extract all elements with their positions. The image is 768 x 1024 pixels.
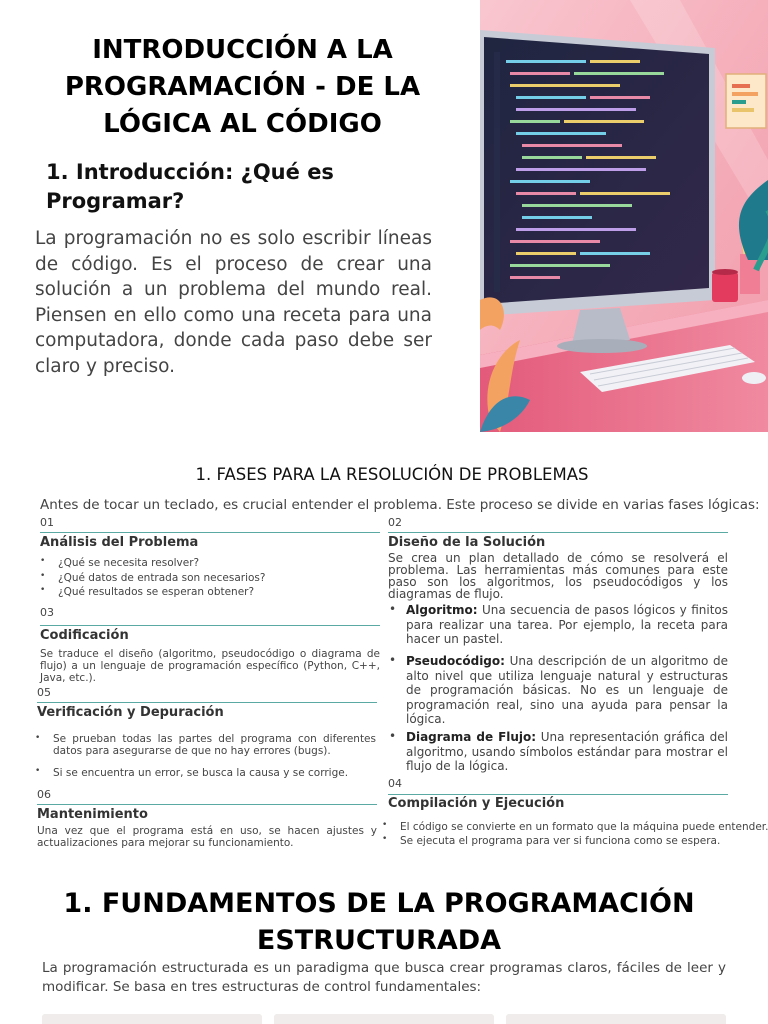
term-description: Una secuencia de pasos lógicos y finitos para realizar una tarea. Por ejemplo, la receta para hacer un pastel.: [406, 603, 728, 646]
computer-workspace-illustration: [480, 0, 768, 432]
phase-title-compilacion: Compilación y Ejecución: [388, 796, 565, 811]
phase-verificacion-list: [35, 733, 376, 779]
structure-card: [506, 1014, 726, 1024]
bullet-icon: •: [389, 653, 397, 667]
definition-pseudocodigo: [388, 654, 728, 727]
term: Pseudocódigo:: [406, 654, 505, 668]
list-item: • Se prueban todas las partes del programa con diferentes datos para asegurarse de que no hay errores (bugs).: [35, 733, 376, 757]
phase-divider: [388, 794, 728, 795]
phase-divider: [37, 702, 377, 703]
phase-compilacion-list: [382, 821, 768, 847]
document-title: INTRODUCCIÓN A LA PROGRAMACIÓN - DE LA LÓGICA AL CÓDIGO: [64, 35, 421, 139]
list-item: • ¿Qué datos de entrada son necesarios?: [40, 572, 370, 584]
phase-number: 04: [388, 777, 402, 790]
fases-section-title: 1. FASES PARA LA RESOLUCIÓN DE PROBLEMAS: [195, 465, 589, 484]
phase-divider: [40, 625, 380, 626]
list-item: • ¿Qué resultados se esperan obtener?: [40, 586, 370, 598]
bullet-icon: •: [389, 729, 397, 743]
structure-card: [274, 1014, 494, 1024]
phase-mantenimiento-text: Una vez que el programa está en uso, se hacen ajustes y actualizaciones para mejorar su funcionamiento.: [37, 825, 377, 849]
phase-title-diseno: Diseño de la Solución: [388, 535, 546, 550]
fundamentos-paragraph: La programación estructurada es un paradigma que busca crear programas claros, fáciles de leer y modificar. Se basa en tres estructuras de control fundamentales:: [42, 960, 726, 995]
definition-diagrama-de-flujo: [388, 730, 728, 774]
phase-title-codificacion: Codificación: [40, 628, 129, 643]
fundamentos-section-title: 1. FUNDAMENTOS DE LA PROGRAMACIÓN ESTRUCTURADA: [63, 888, 695, 956]
intro-paragraph: La programación no es solo escribir líneas de código. Es el proceso de crear una solución a un problema del mundo real. Piensen en ello como una receta para una computadora, donde cada paso debe ser claro y preciso.: [35, 228, 432, 377]
phase-diseno-text: Se crea un plan detallado de cómo se resolverá el problema. Las herramientas más comunes para este paso son los algoritmos, los pseudocódigos y los diagramas de flujo.: [388, 551, 728, 601]
term: Algoritmo:: [406, 603, 478, 617]
phase-number: 05: [37, 686, 51, 699]
definition-algoritmo: [388, 603, 728, 647]
term-description: Una descripción de un algoritmo de alto nivel que utiliza lenguaje natural y estructuras de programación básicas. No es un lenguaje de programación real, sino una ayuda para pensar la lógica.: [406, 654, 728, 726]
term: Diagrama de Flujo:: [406, 730, 537, 744]
structure-card: [42, 1014, 262, 1024]
phase-title-mantenimiento: Mantenimiento: [37, 807, 148, 822]
phase-title-verificacion: Verificación y Depuración: [37, 705, 224, 720]
phase-divider: [40, 532, 380, 533]
section-title-introduccion: 1. Introducción: ¿Qué es Programar?: [46, 160, 334, 213]
phase-codificacion-text: Se traduce el diseño (algoritmo, pseudocódigo o diagrama de flujo) a un lenguaje de programación específico (Python, C++, Java, etc.).: [40, 648, 380, 684]
phase-analisis-list: [40, 557, 370, 598]
list-item: • El código se convierte en un formato que la máquina puede entender.: [382, 821, 768, 833]
phase-number: 02: [388, 516, 402, 529]
list-item: • Se ejecuta el programa para ver si funciona como se espera.: [382, 835, 768, 847]
phase-divider: [388, 532, 728, 533]
phase-title-analisis: Análisis del Problema: [40, 535, 199, 550]
fases-intro: Antes de tocar un teclado, es crucial entender el problema. Este proceso se divide en varias fases lógicas:: [40, 497, 760, 513]
list-item: • ¿Qué se necesita resolver?: [40, 557, 370, 569]
bullet-icon: •: [389, 602, 397, 616]
list-item: • Si se encuentra un error, se busca la causa y se corrige.: [35, 767, 376, 779]
phase-number: 03: [40, 606, 54, 619]
term-description: Una representación gráfica del algoritmo, usando símbolos estándar para mostrar el flujo de la lógica.: [406, 730, 728, 773]
phase-number: 06: [37, 788, 51, 801]
phase-number: 01: [40, 516, 54, 529]
phase-divider: [37, 804, 377, 805]
